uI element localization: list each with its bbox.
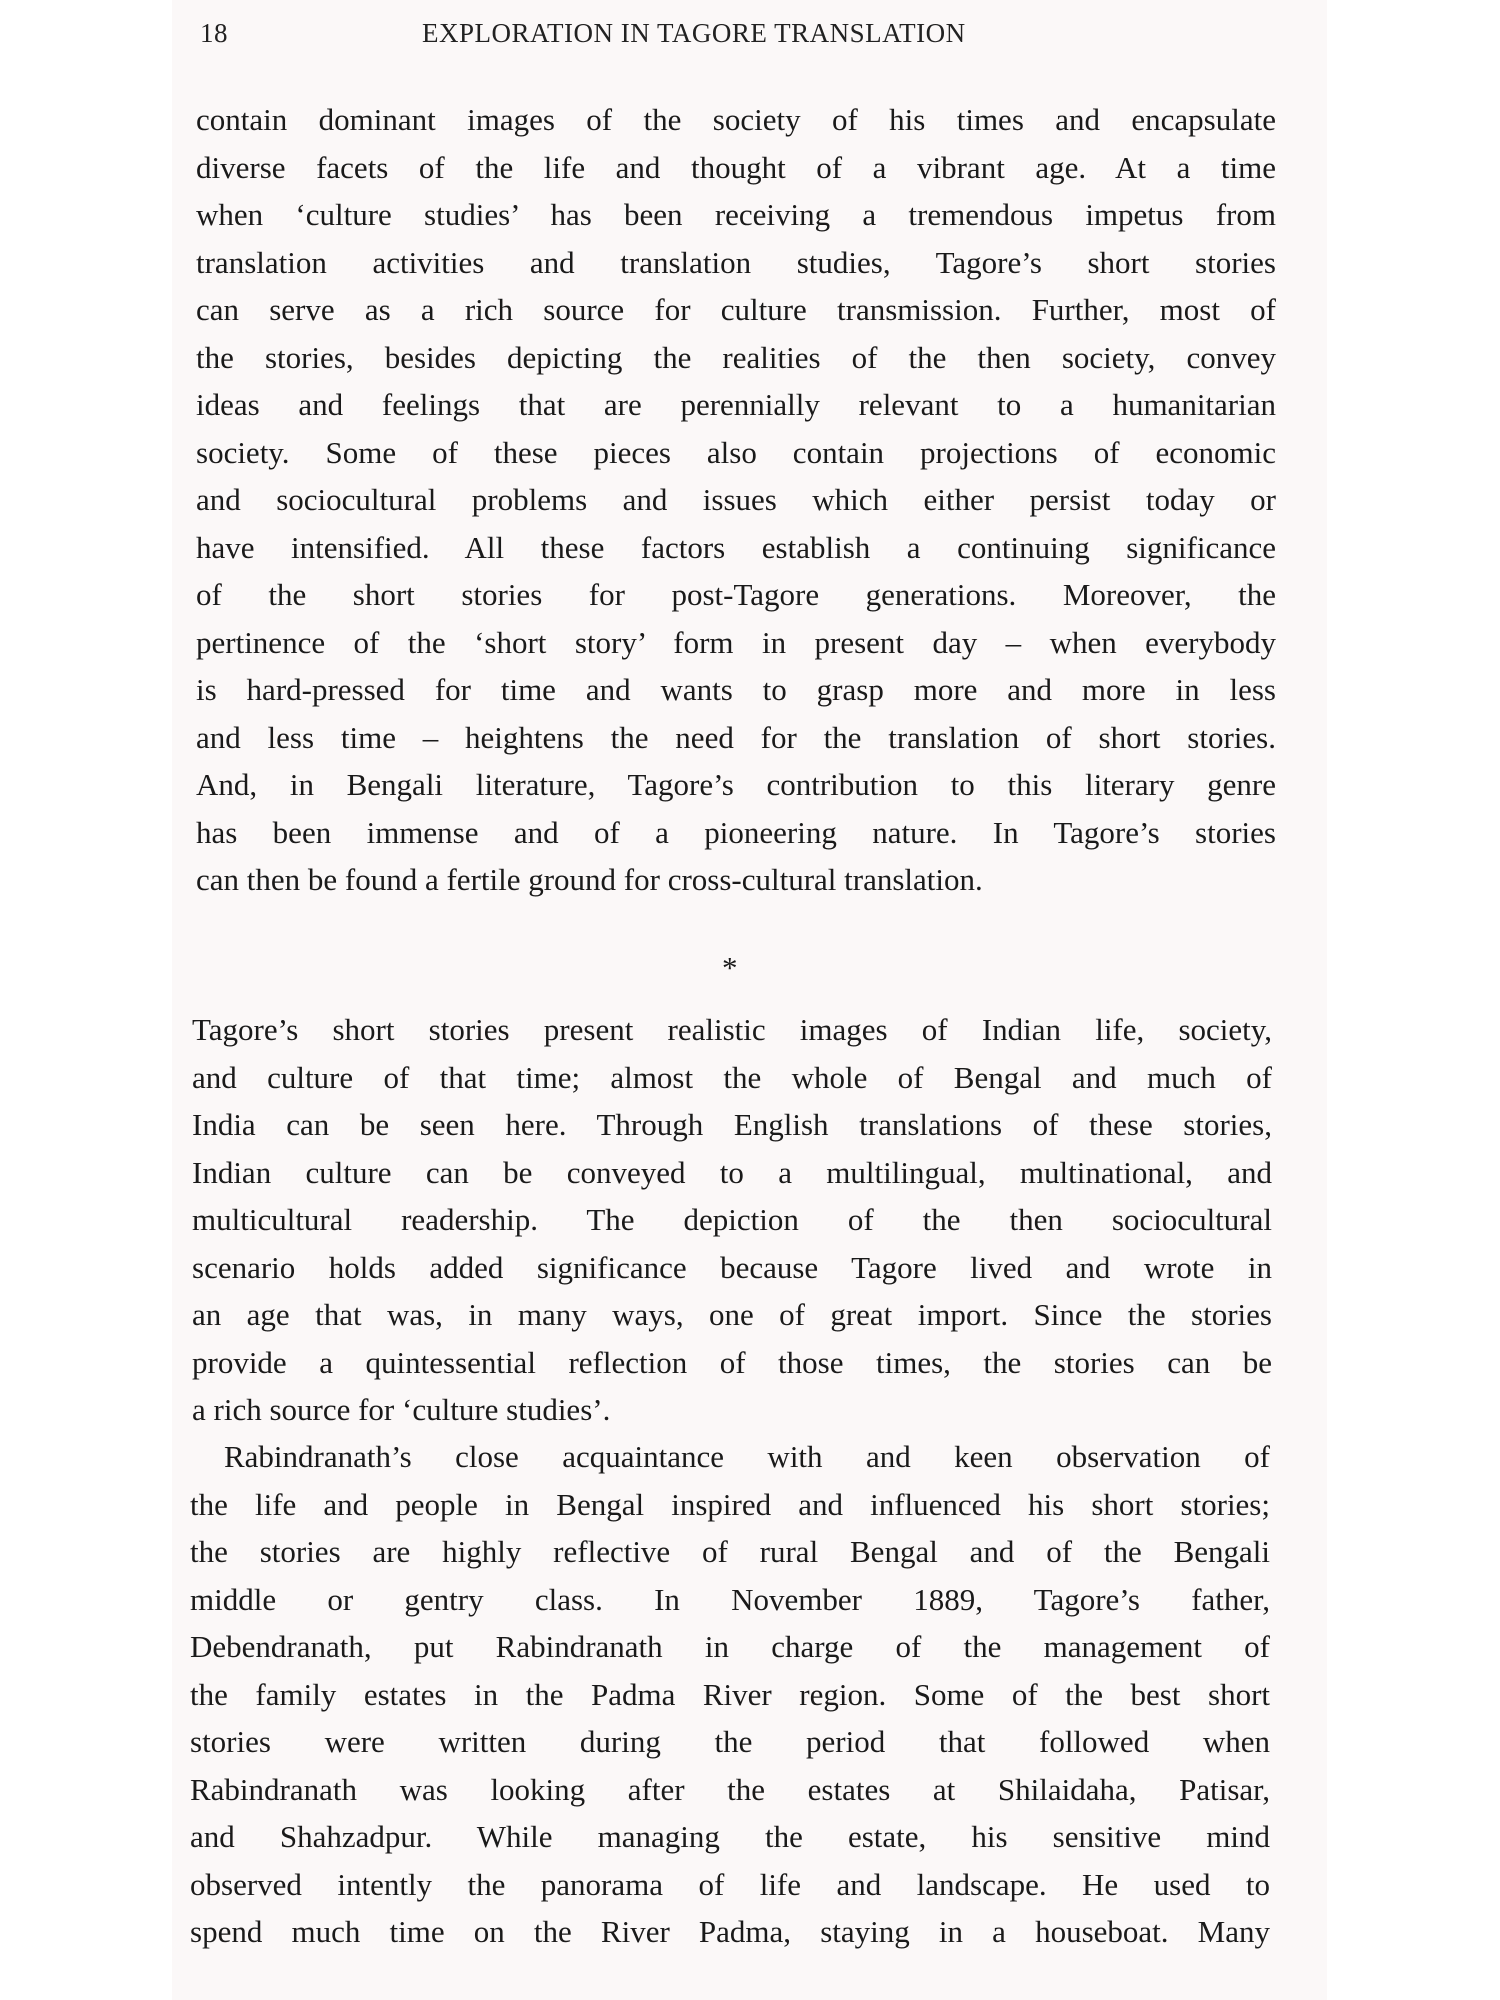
paragraph-3	[190, 1433, 1270, 1956]
text-line: spend much time on the River Padma, staying in a houseboat. Many	[190, 1914, 1270, 1949]
paragraph-2	[192, 1006, 1272, 1434]
text-line: provide a quintessential reflection of those times, the stories can be	[192, 1344, 1272, 1380]
text-line: And, in Bengali literature, Tagore’s contribution to this literary genre	[196, 767, 1276, 802]
text-line: Tagore’s short stories present realistic images of Indian life, society,	[192, 1012, 1272, 1047]
text-line: multicultural readership. The depiction of the then sociocultural	[192, 1202, 1272, 1237]
text-line: Indian culture can be conveyed to a multilingual, multinational, and	[192, 1154, 1272, 1190]
text-line: and sociocultural problems and issues which either persist today or	[196, 482, 1276, 517]
text-line: is hard-pressed for time and wants to grasp more and more in less	[196, 672, 1276, 707]
running-title: EXPLORATION IN TAGORE TRANSLATION	[422, 18, 966, 48]
paragraph-1	[196, 96, 1276, 904]
text-line: an age that was, in many ways, one of great import. Since the stories	[192, 1297, 1272, 1332]
text-line: the family estates in the Padma River region. Some of the best short	[190, 1676, 1270, 1712]
text-line: the stories are highly reflective of rural Bengal and of the Bengali	[190, 1534, 1270, 1569]
text-line: can serve as a rich source for culture transmission. Further, most of	[196, 292, 1276, 327]
text-line: translation activities and translation studies, Tagore’s short stories	[196, 244, 1276, 280]
text-line: stories were written during the period that followed when	[190, 1724, 1270, 1759]
text-line: have intensified. All these factors establish a continuing significance	[196, 529, 1276, 565]
text-line: and Shahzadpur. While managing the estate, his sensitive mind	[190, 1819, 1270, 1854]
text-line: pertinence of the ‘short story’ form in present day – when everybody	[196, 624, 1276, 660]
text-line: contain dominant images of the society of his times and encapsulate	[196, 102, 1276, 137]
text-line: India can be seen here. Through English translations of these stories,	[192, 1107, 1272, 1142]
text-line: when ‘culture studies’ has been receiving a tremendous impetus from	[196, 197, 1276, 232]
text-line: ideas and feelings that are perennially relevant to a humanitarian	[196, 387, 1276, 422]
text-line: Rabindranath was looking after the estates at Shilaidaha, Patisar,	[190, 1771, 1270, 1807]
section-separator: *	[722, 950, 738, 985]
text-line: diverse facets of the life and thought of a vibrant age. At a time	[196, 149, 1276, 185]
text-line: a rich source for ‘culture studies’.	[192, 1392, 611, 1427]
text-line: and less time – heightens the need for the translation of short stories.	[196, 719, 1276, 755]
text-line: Rabindranath’s close acquaintance with and keen observation of	[224, 1439, 1270, 1474]
text-line: the life and people in Bengal inspired and influenced his short stories;	[190, 1486, 1270, 1522]
text-line: can then be found a fertile ground for cross-cultural translation.	[196, 862, 983, 897]
text-line: middle or gentry class. In November 1889, Tagore’s father,	[190, 1581, 1270, 1617]
text-line: society. Some of these pieces also contain projections of economic	[196, 434, 1276, 470]
text-line: scenario holds added significance because Tagore lived and wrote in	[192, 1249, 1272, 1285]
text-line: the stories, besides depicting the realities of the then society, convey	[196, 339, 1276, 375]
text-line: has been immense and of a pioneering nature. In Tagore’s stories	[196, 814, 1276, 850]
text-line: Debendranath, put Rabindranath in charge of the management of	[190, 1629, 1270, 1664]
text-line: of the short stories for post-Tagore generations. Moreover, the	[196, 577, 1276, 612]
page-number: 18	[200, 18, 228, 48]
text-line: observed intently the panorama of life and landscape. He used to	[190, 1866, 1270, 1902]
text-line: and culture of that time; almost the whole of Bengal and much of	[192, 1059, 1272, 1095]
